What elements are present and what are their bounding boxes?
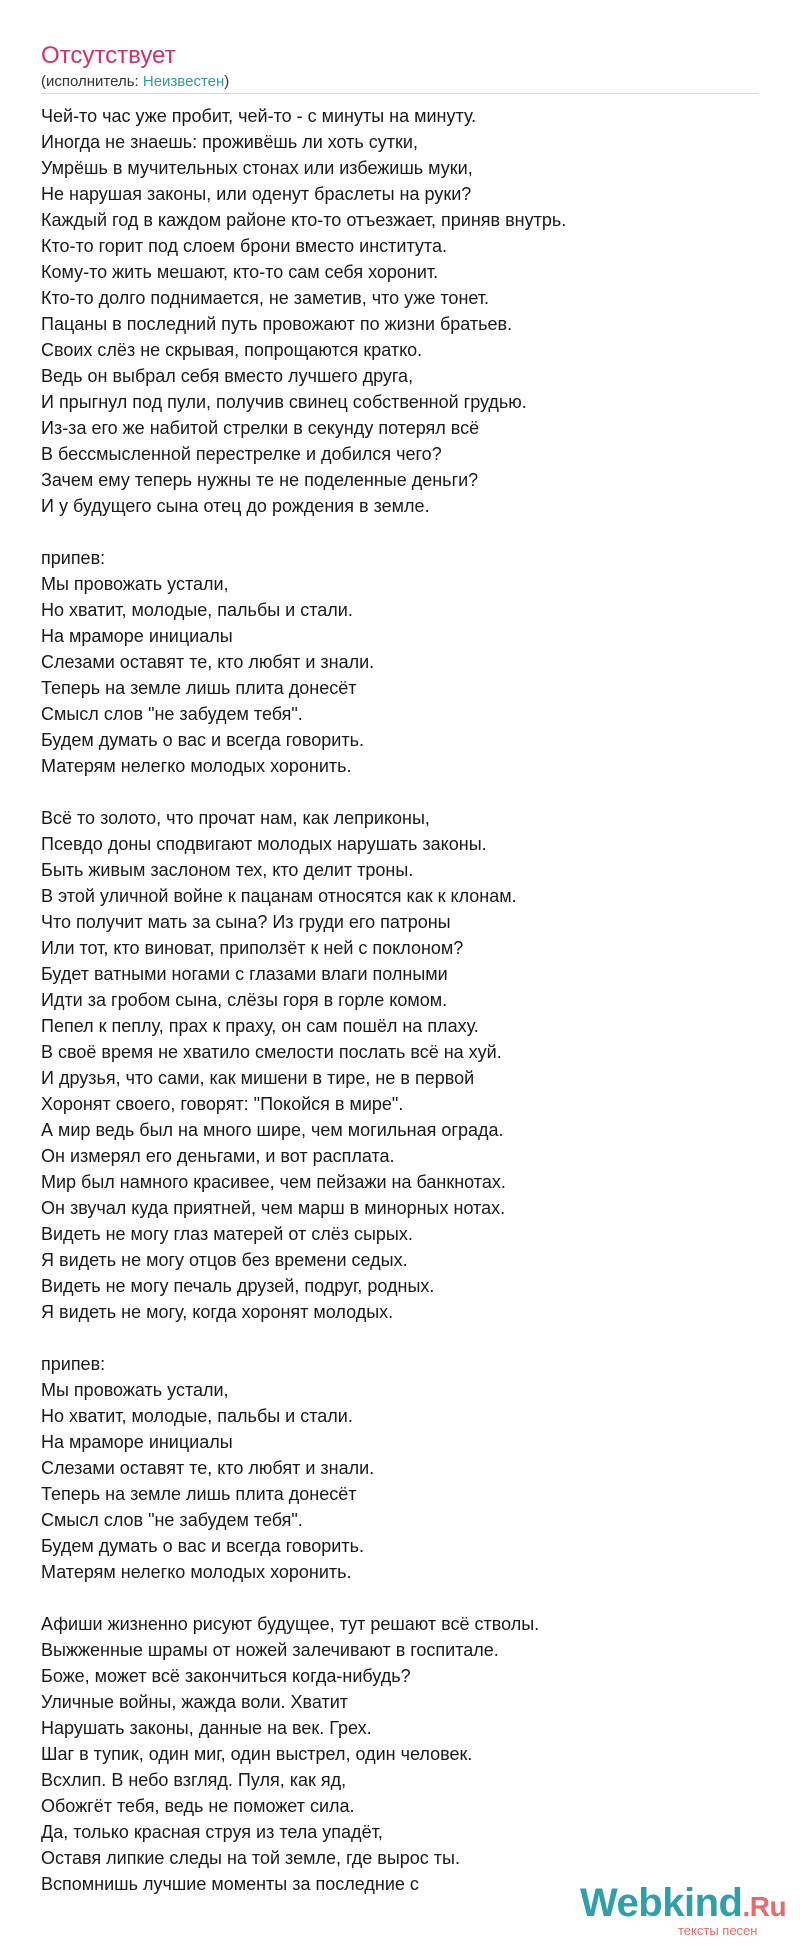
- lyrics-line: Из-за его же набитой стрелки в секунду потерял всё: [41, 418, 480, 438]
- lyrics-line: Он звучал куда приятней, чем марш в минорных нотах.: [41, 1198, 506, 1218]
- logo-suffix-text: .Ru: [742, 1891, 787, 1922]
- artist-suffix: ): [224, 73, 230, 90]
- lyrics-line: припев:: [41, 1354, 106, 1374]
- lyrics-line: Мы провожать устали,: [41, 574, 229, 594]
- lyrics-line: Умрёшь в мучительных стонах или избежишь муки,: [41, 158, 473, 178]
- lyrics-line: Теперь на земле лишь плита донесёт: [41, 678, 357, 698]
- lyrics-stanza: [41, 1611, 741, 1897]
- lyrics-line: Видеть не могу печаль друзей, подруг, родных.: [41, 1276, 435, 1296]
- lyrics-line: Будем думать о вас и всегда говорить.: [41, 1536, 364, 1556]
- lyrics-line: Видеть не могу глаз матерей от слёз сырых.: [41, 1224, 413, 1244]
- lyrics-line: Псевдо доны сподвигают молодых нарушать законы.: [41, 834, 487, 854]
- lyrics-line: Кто-то горит под слоем брони вместо института.: [41, 236, 447, 256]
- artist-prefix: (исполнитель:: [41, 73, 143, 90]
- lyrics-line: Каждый год в каждом районе кто-то отъезжает, приняв внутрь.: [41, 210, 567, 230]
- lyrics-line: Хоронят своего, говорят: "Покойся в мире".: [41, 1094, 404, 1114]
- lyrics-line: Шаг в тупик, один миг, один выстрел, один человек.: [41, 1744, 473, 1764]
- lyrics-line: Всё то золото, что прочат нам, как леприконы,: [41, 808, 430, 828]
- lyrics-line: Нарушать законы, данные на век. Грех.: [41, 1718, 372, 1738]
- artist-link[interactable]: Неизвестен: [142, 73, 225, 90]
- lyrics-line: Пацаны в последний путь провожают по жизни братьев.: [41, 314, 513, 334]
- song-title: Отсутствует: [41, 42, 176, 69]
- lyrics-stanza: [41, 805, 741, 1325]
- lyrics-text: [41, 103, 741, 1923]
- lyrics-line: Афиши жизненно рисуют будущее, тут решают всё стволы.: [41, 1614, 540, 1634]
- lyrics-line: припев:: [41, 548, 106, 568]
- lyrics-line: Смысл слов "не забудем тебя".: [41, 704, 303, 724]
- artist-line: [41, 72, 229, 92]
- lyrics-line: Матерям нелегко молодых хоронить.: [41, 1562, 352, 1582]
- lyrics-line: На мраморе инициалы: [41, 1432, 233, 1452]
- lyrics-stanza: [41, 103, 741, 519]
- lyrics-line: Ведь он выбрал себя вместо лучшего друга,: [41, 366, 414, 386]
- lyrics-line: В этой уличной войне к пацанам относятся как к клонам.: [41, 886, 517, 906]
- lyrics-line: На мраморе инициалы: [41, 626, 233, 646]
- lyrics-line: Своих слёз не скрывая, попрощаются кратко.: [41, 340, 423, 360]
- lyrics-line: Кому-то жить мешают, кто-то сам себя хоронит.: [41, 262, 439, 282]
- lyrics-line: Мир был намного красивее, чем пейзажи на банкнотах.: [41, 1172, 506, 1192]
- lyrics-line: Будем думать о вас и всегда говорить.: [41, 730, 364, 750]
- lyrics-line: В своё время не хватило смелости послать всё на хуй.: [41, 1042, 502, 1062]
- lyrics-line: Боже, может всё закончиться когда-нибудь?: [41, 1666, 411, 1686]
- lyrics-line: Зачем ему теперь нужны те не поделенные деньги?: [41, 470, 479, 490]
- lyrics-line: И друзья, что сами, как мишени в тире, не в первой: [41, 1068, 475, 1088]
- lyrics-line: И у будущего сына отец до рождения в земле.: [41, 496, 430, 516]
- lyrics-line: Я видеть не могу, когда хоронят молодых.: [41, 1302, 394, 1322]
- lyrics-line: Да, только красная струя из тела упадёт,: [41, 1822, 383, 1842]
- lyrics-line: Пепел к пеплу, прах к праху, он сам пошёл на плаху.: [41, 1016, 479, 1036]
- divider: [41, 93, 759, 94]
- lyrics-line: Будет ватными ногами с глазами влаги полными: [41, 964, 448, 984]
- lyrics-line: Мы провожать устали,: [41, 1380, 229, 1400]
- lyrics-line: А мир ведь был на много шире, чем могильная ограда.: [41, 1120, 504, 1140]
- lyrics-line: Обожгёт тебя, ведь не поможет сила.: [41, 1796, 355, 1816]
- lyrics-line: В бессмысленной перестрелке и добился чего?: [41, 444, 442, 464]
- lyrics-line: И прыгнул под пули, получив свинец собственной грудью.: [41, 392, 527, 412]
- lyrics-line: Или тот, кто виноват, приползёт к ней с поклоном?: [41, 938, 464, 958]
- lyrics-line: Смысл слов "не забудем тебя".: [41, 1510, 303, 1530]
- lyrics-line: Всхлип. В небо взгляд. Пуля, как яд,: [41, 1770, 347, 1790]
- lyrics-line: Он измерял его деньгами, и вот расплата.: [41, 1146, 395, 1166]
- lyrics-line: Слезами оставят те, кто любят и знали.: [41, 652, 375, 672]
- lyrics-stanza: [41, 545, 741, 779]
- lyrics-line: Но хватит, молодые, пальбы и стали.: [41, 600, 353, 620]
- lyrics-line: Вспомнишь лучшие моменты за последние с: [41, 1874, 419, 1894]
- lyrics-line: Матерям нелегко молодых хоронить.: [41, 756, 352, 776]
- lyrics-line: Чей-то час уже пробит, чей-то - с минуты на минуту.: [41, 106, 477, 126]
- lyrics-line: Но хватит, молодые, пальбы и стали.: [41, 1406, 353, 1426]
- lyrics-line: Идти за гробом сына, слёзы горя в горле комом.: [41, 990, 448, 1010]
- lyrics-line: Я видеть не могу отцов без времени седых.: [41, 1250, 408, 1270]
- lyrics-line: Выжженные шрамы от ножей залечивают в госпитале.: [41, 1640, 499, 1660]
- site-logo[interactable]: [580, 1880, 787, 1940]
- logo-tagline: тексты песен: [678, 1923, 758, 1938]
- lyrics-line: Теперь на земле лишь плита донесёт: [41, 1484, 357, 1504]
- lyrics-line: Быть живым заслоном тех, кто делит троны.: [41, 860, 414, 880]
- lyrics-line: Иногда не знаешь: проживёшь ли хоть сутки,: [41, 132, 418, 152]
- lyrics-stanza: [41, 1351, 741, 1585]
- lyrics-line: Что получит мать за сына? Из груди его патроны: [41, 912, 451, 932]
- lyrics-line: Слезами оставят те, кто любят и знали.: [41, 1458, 375, 1478]
- lyrics-line: Оставя липкие следы на той земле, где вырос ты.: [41, 1848, 460, 1868]
- lyrics-line: Не нарушая законы, или оденут браслеты на руки?: [41, 184, 472, 204]
- logo-main-text: Webkind: [580, 1881, 743, 1925]
- lyrics-line: Кто-то долго поднимается, не заметив, что уже тонет.: [41, 288, 490, 308]
- lyrics-line: Уличные войны, жажда воли. Хватит: [41, 1692, 349, 1712]
